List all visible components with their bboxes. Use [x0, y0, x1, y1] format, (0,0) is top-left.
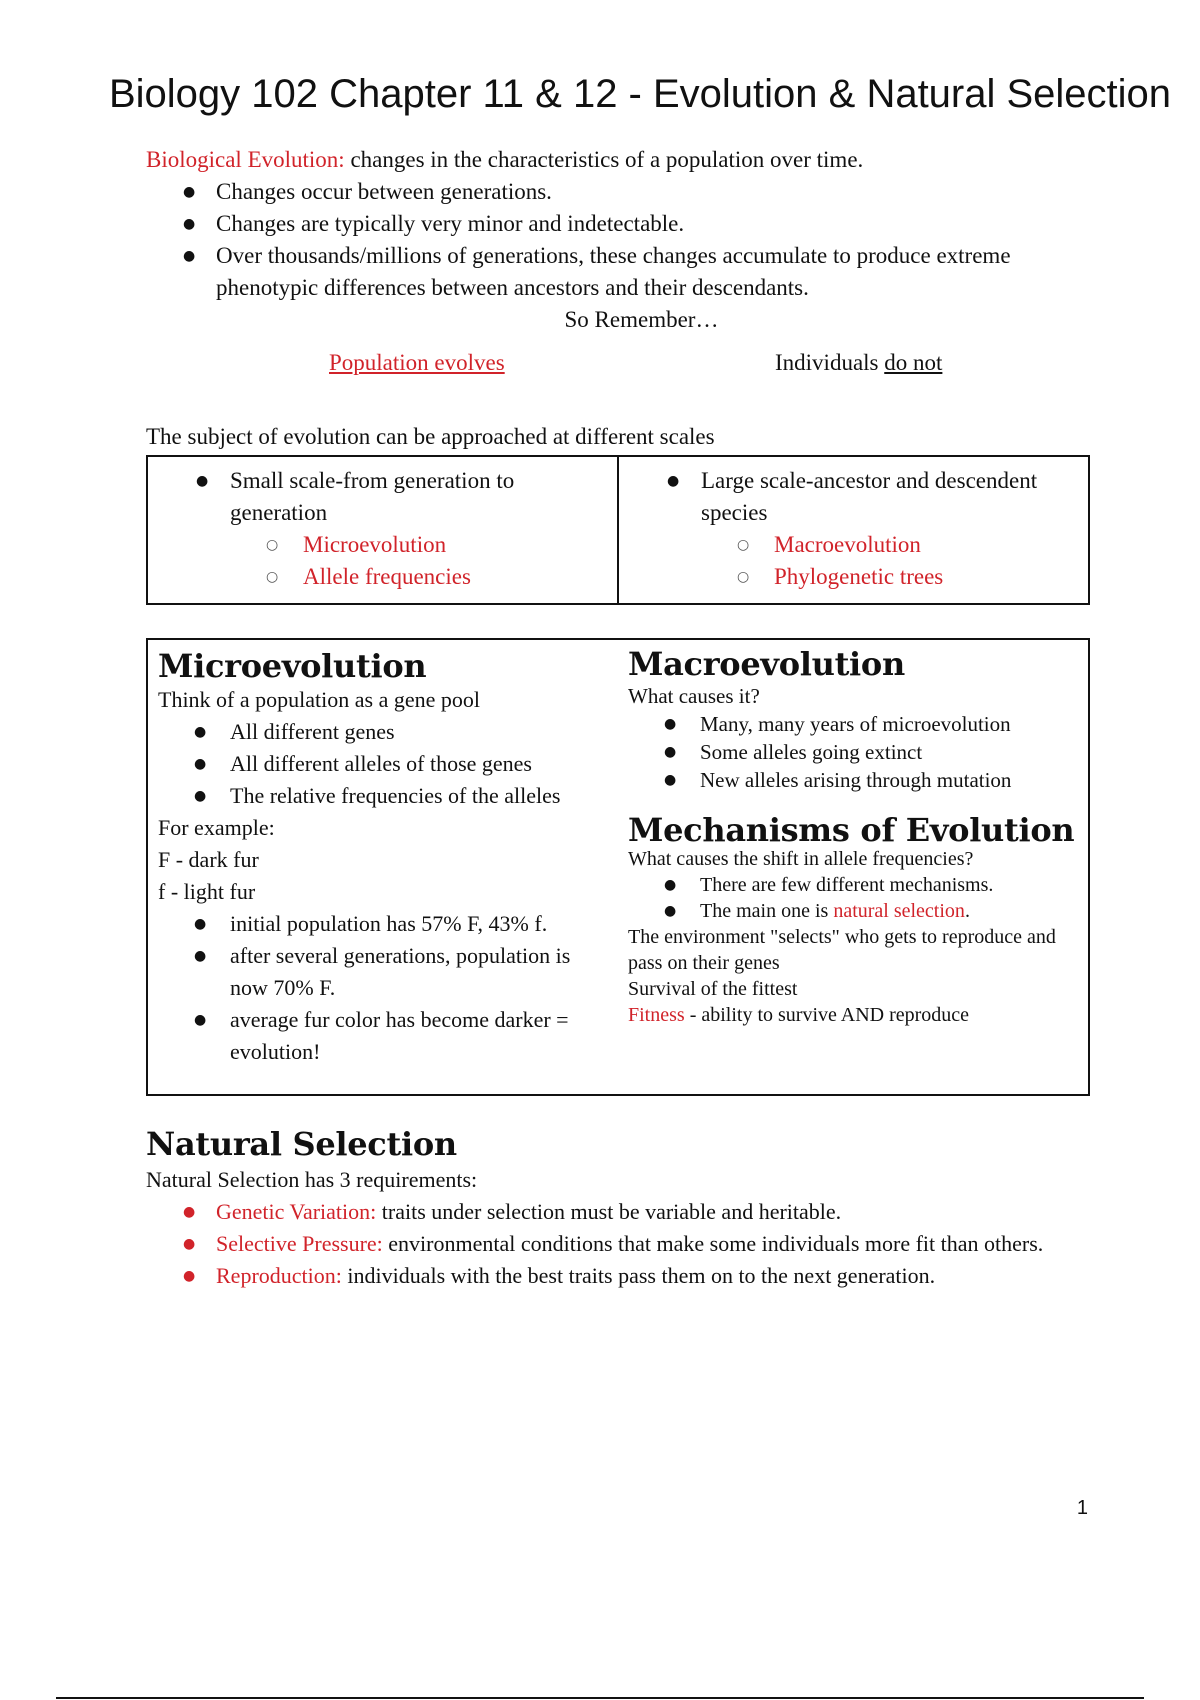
page-number: 1 — [1076, 1497, 1088, 1519]
natural-selection-term: natural selection — [833, 900, 965, 922]
evolution-box — [146, 638, 1090, 1096]
scales-right-bullet: ● Large scale-ancestor and descendent species — [619, 465, 1088, 529]
mechanisms-intro: What causes the shift in allele frequencies? — [628, 848, 974, 870]
remember-label: So Remember… — [564, 307, 719, 332]
scales-left-bullet: ● Small scale-from generation to generation — [148, 465, 617, 529]
scales-lead: The subject of evolution can be approached at different scales — [146, 424, 715, 449]
list-item: ● There are few different mechanisms. — [628, 872, 1078, 898]
macro-column — [628, 645, 1078, 1028]
mechanisms-line2: Survival of the fittest — [628, 978, 798, 1000]
scales-table — [146, 455, 1090, 605]
intro-bullet-list — [146, 176, 1086, 304]
list-item: ● Changes occur between generations. — [146, 176, 1086, 208]
list-item — [146, 1196, 1086, 1228]
micro-intro: Think of a population as a gene pool — [158, 687, 480, 712]
list-item: ○ Microevolution — [148, 529, 617, 561]
requirement-text: traits under selection must be variable and heritable. — [376, 1199, 842, 1224]
list-item: ○ Macroevolution — [619, 529, 1088, 561]
mechanisms-heading: Mechanisms of Evolution — [628, 811, 1075, 849]
bullet2-suffix: . — [964, 900, 970, 922]
list-item: ● average fur color has become darker = evolution! — [158, 1004, 608, 1068]
list-item: ● All different genes — [158, 716, 608, 748]
individuals-prefix: Individuals — [775, 350, 885, 375]
list-item — [628, 898, 1078, 924]
population-evolves-text: Population evolves — [329, 350, 505, 375]
intro-term: Biological Evolution: — [146, 147, 345, 172]
requirement-term: Genetic Variation: — [216, 1199, 377, 1224]
intro-section — [146, 144, 1086, 304]
list-item: ● The relative frequencies of the alleles — [158, 780, 608, 812]
requirement-text: environmental conditions that make some individuals more fit than others. — [382, 1231, 1044, 1256]
page-title: Biology 102 Chapter 11 & 12 - Evolution & Natural Selection — [108, 72, 1172, 116]
natural-heading: Natural Selection — [146, 1125, 457, 1163]
intro-definition — [146, 144, 1086, 176]
micro-allele-F: F - dark fur — [158, 847, 259, 872]
fitness-term: Fitness — [628, 1004, 685, 1026]
natural-selection-section — [146, 1125, 1086, 1292]
macro-heading: Macroevolution — [628, 645, 905, 683]
list-item: ● Some alleles going extinct — [628, 738, 1078, 766]
micro-column — [158, 647, 608, 1068]
micro-example: For example: — [158, 815, 275, 840]
mechanisms-bullet-list — [628, 872, 1078, 924]
micro-bullet-list — [158, 716, 608, 812]
natural-requirements-list — [146, 1196, 1086, 1292]
scales-right-cell — [617, 457, 1088, 603]
list-item — [146, 1260, 1086, 1292]
list-item: ● All different alleles of those genes — [158, 748, 608, 780]
individuals-text — [775, 347, 942, 379]
list-item: ● Many, many years of microevolution — [628, 710, 1078, 738]
micro-example-list — [158, 908, 608, 1068]
list-item: ● Changes are typically very minor and indetectable. — [146, 208, 1086, 240]
footer-divider — [56, 1697, 1144, 1699]
micro-heading: Microevolution — [158, 647, 427, 685]
requirement-text: individuals with the best traits pass them on to the next generation. — [341, 1263, 936, 1288]
macro-intro: What causes it? — [628, 684, 760, 708]
fitness-text: - ability to survive AND reproduce — [684, 1004, 970, 1026]
list-item: ● after several generations, population is now 70% F. — [158, 940, 608, 1004]
list-item: ● New alleles arising through mutation — [628, 766, 1078, 794]
list-item — [146, 1228, 1086, 1260]
list-item: ● Over thousands/millions of generations, these changes accumulate to produce extreme phenotypic differences between ancestors and their descendants. — [146, 240, 1086, 304]
micro-allele-f: f - light fur — [158, 879, 256, 904]
intro-definition-text: changes in the characteristics of a population over time. — [344, 147, 864, 172]
scales-left-cell — [148, 457, 617, 603]
natural-intro: Natural Selection has 3 requirements: — [146, 1167, 478, 1192]
list-item: ○ Allele frequencies — [148, 561, 617, 593]
mechanisms-line1: The environment "selects" who gets to reproduce and pass on their genes — [628, 926, 1056, 974]
individuals-suffix: do not — [884, 350, 943, 375]
list-item: ○ Phylogenetic trees — [619, 561, 1088, 593]
fitness-definition — [628, 1002, 1078, 1028]
macro-bullet-list — [628, 710, 1078, 794]
list-item: ● initial population has 57% F, 43% f. — [158, 908, 608, 940]
bullet2-prefix: The main one is — [700, 900, 834, 922]
requirement-term: Selective Pressure: — [216, 1231, 383, 1256]
requirement-term: Reproduction: — [216, 1263, 342, 1288]
